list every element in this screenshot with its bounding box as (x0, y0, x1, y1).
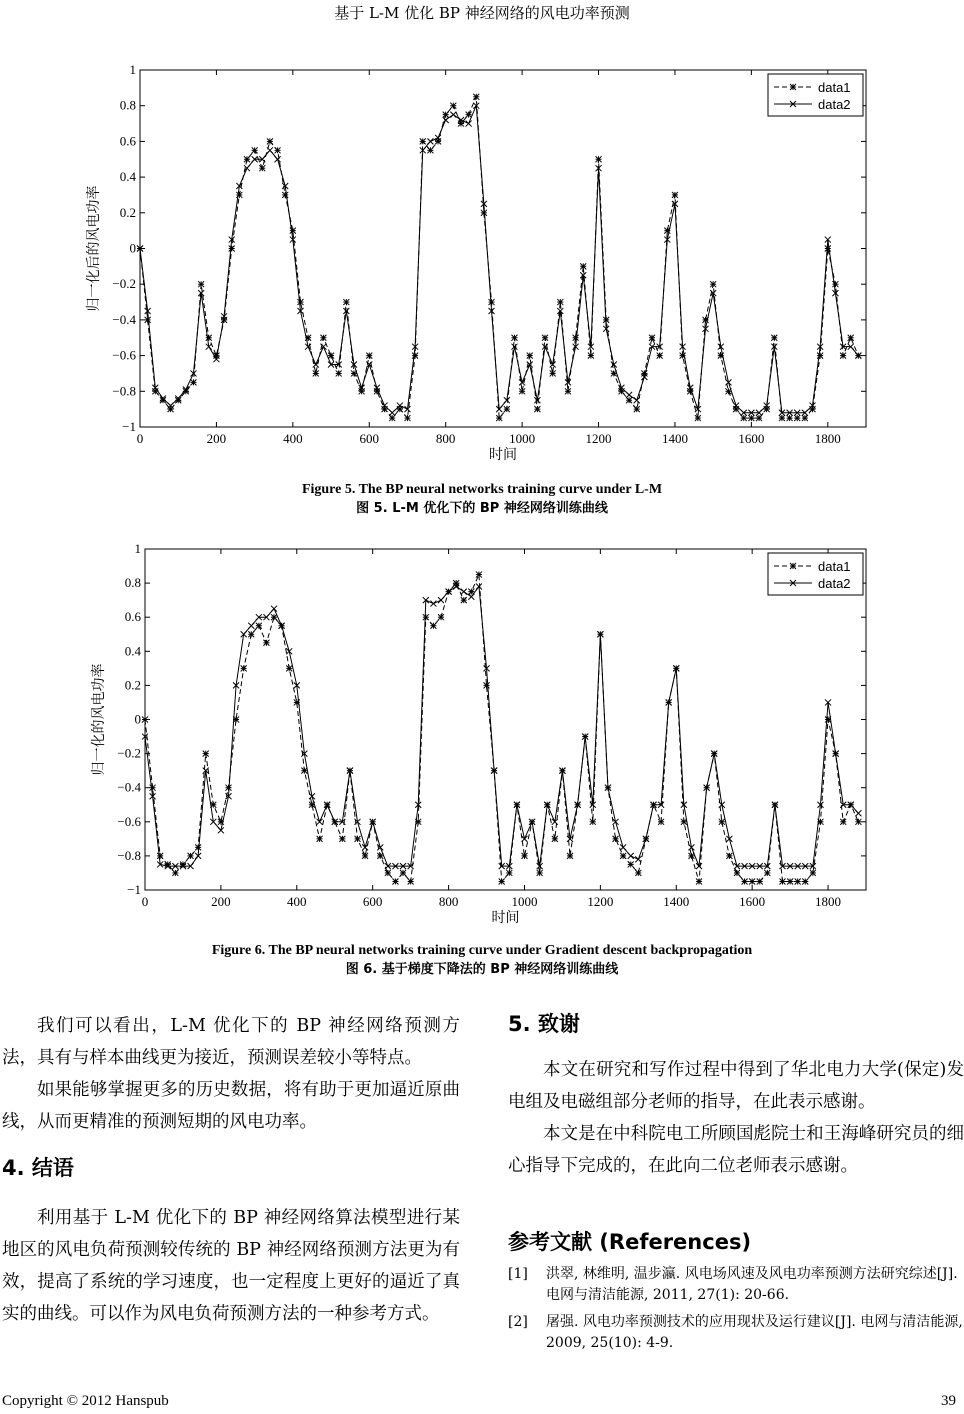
paragraph: 本文在研究和写作过程中得到了华北电力大学(保定)发电组及电磁组部分老师的指导，在此表示感谢。 (508, 1060, 964, 1112)
data-point-data1 (795, 878, 801, 884)
data-point-data1 (794, 415, 800, 421)
data-point-data1 (259, 165, 265, 171)
data-point-data1 (810, 870, 816, 876)
data-point-data2 (468, 594, 474, 600)
data-point-data1 (473, 94, 479, 100)
data-point-data1 (672, 192, 678, 198)
x-axis-label: 时间 (489, 447, 517, 463)
x-tick-label: 1000 (509, 431, 536, 446)
data-point-data1 (726, 853, 732, 859)
data-point-data1 (802, 415, 808, 421)
figure-5-chart (0, 55, 964, 475)
data-point-data2 (275, 156, 281, 162)
data-point-data1 (634, 406, 640, 412)
section-4-heading: 4. 结语 (2, 1156, 74, 1180)
x-tick-label: 400 (283, 431, 303, 446)
legend-label: data1 (818, 80, 851, 95)
data-point-data1 (256, 623, 262, 629)
data-point-data1 (236, 192, 242, 198)
y-tick-label: −0.8 (117, 847, 141, 863)
data-point-data1 (362, 853, 368, 859)
figure-6 (0, 535, 964, 985)
data-point-data1 (248, 631, 254, 637)
data-point-data1 (840, 819, 846, 825)
page-number: 39 (941, 1393, 956, 1409)
y-tick-label: 0.8 (119, 97, 136, 113)
data-point-data1 (590, 819, 596, 825)
references-heading: 参考文献 (References) (508, 1230, 752, 1254)
data-point-data1 (271, 614, 277, 620)
right-column (508, 1008, 964, 1354)
data-point-data2 (461, 589, 467, 595)
y-tick-label: 0 (134, 711, 141, 727)
series-line-data2 (140, 106, 858, 413)
y-tick-label: −1 (122, 419, 136, 434)
data-point-data1 (206, 335, 212, 341)
data-point-data1 (681, 819, 687, 825)
data-point-data1 (741, 415, 747, 421)
x-axis-label: 时间 (491, 910, 520, 926)
data-point-data2 (389, 410, 395, 416)
data-point-data2 (438, 597, 444, 603)
data-point-data1 (749, 878, 755, 884)
y-tick-label: 0.4 (124, 643, 141, 659)
data-point-data1 (366, 353, 372, 359)
data-point-data2 (317, 819, 323, 825)
data-point-data1 (519, 388, 525, 394)
data-point-data2 (427, 138, 433, 144)
y-tick-label: 1 (134, 541, 141, 556)
data-point-data2 (626, 392, 632, 398)
data-point-data1 (695, 415, 701, 421)
series-line-data1 (145, 575, 858, 882)
y-tick-label: −0.6 (112, 347, 136, 363)
copyright: Copyright © 2012 Hanspub (2, 1393, 169, 1409)
y-tick-label: 0 (129, 240, 136, 256)
data-point-data1 (626, 397, 632, 403)
data-point-data1 (573, 335, 579, 341)
data-point-data1 (657, 353, 663, 359)
data-point-data1 (317, 836, 323, 842)
data-point-data1 (550, 370, 556, 376)
data-point-data1 (420, 138, 426, 144)
data-point-data1 (244, 156, 250, 162)
data-point-data1 (313, 370, 319, 376)
y-tick-label: −0.2 (117, 745, 141, 761)
data-point-data1 (499, 878, 505, 884)
data-point-data1 (565, 388, 571, 394)
running-head: 基于 L-M 优化 BP 神经网络的风电功率预测 (334, 4, 630, 22)
x-tick-label: 1200 (585, 431, 612, 446)
data-point-data1 (423, 614, 429, 620)
x-tick-label: 600 (362, 894, 383, 909)
figure-6-chart (0, 535, 964, 935)
data-point-data1 (756, 415, 762, 421)
data-point-data1 (787, 415, 793, 421)
plot-frame (140, 70, 866, 427)
data-point-data1 (802, 878, 808, 884)
data-point-data1 (355, 836, 361, 842)
legend-label: data2 (818, 97, 851, 112)
data-point-data1 (855, 819, 861, 825)
data-point-data1 (282, 192, 288, 198)
figure-6-caption-cn: 图 6. 基于梯度下降法的 BP 神经网络训练曲线 (345, 962, 619, 977)
data-point-data1 (389, 415, 395, 421)
data-point-data1 (286, 665, 292, 671)
data-point-data1 (339, 836, 345, 842)
data-point-data1 (588, 353, 594, 359)
data-point-data1 (328, 353, 334, 359)
y-tick-label: 0.4 (119, 169, 136, 185)
data-point-data2 (855, 810, 861, 816)
reference-list (508, 1264, 964, 1354)
data-point-data2 (267, 147, 273, 153)
x-tick-label: 1400 (661, 431, 688, 446)
y-tick-label: 0.8 (124, 575, 141, 591)
data-point-data1 (658, 819, 664, 825)
data-point-data1 (438, 614, 444, 620)
data-point-data2 (634, 397, 640, 403)
y-tick-label: 0.6 (124, 609, 141, 625)
data-point-data1 (542, 335, 548, 341)
data-point-data1 (557, 299, 563, 305)
data-point-data1 (157, 853, 163, 859)
data-point-data1 (596, 156, 602, 162)
y-tick-label: 0.2 (119, 204, 136, 220)
x-tick-label: 1000 (511, 894, 538, 909)
data-point-data1 (275, 147, 281, 153)
data-point-data1 (408, 878, 414, 884)
legend-label: data1 (818, 559, 851, 574)
y-axis-label: 归一化后的风电功率 (86, 185, 102, 312)
data-point-data1 (385, 870, 391, 876)
data-point-data2 (466, 121, 472, 127)
x-tick-label: 400 (287, 894, 307, 909)
paragraph: 利用基于 L-M 优化下的 BP 神经网络算法模型进行某地区的风电负荷预测较传统的 BP 神经网络预测方法更为有效，提高了系统的学习速度，也一定程度上更好的逼近了真实的曲线。可以作为风电负荷预测方法的一种参考方式。 (2, 1208, 460, 1324)
figure-5 (0, 55, 964, 515)
data-point-data1 (719, 819, 725, 825)
data-point-data1 (748, 415, 754, 421)
data-point-data1 (263, 640, 269, 646)
data-point-data1 (534, 406, 540, 412)
x-tick-label: 1200 (587, 894, 614, 909)
x-tick-label: 0 (141, 894, 149, 909)
plot-frame (145, 549, 866, 890)
data-point-data1 (241, 665, 247, 671)
data-point-data1 (443, 112, 449, 118)
data-point-data1 (404, 415, 410, 421)
data-point-data2 (248, 623, 254, 629)
data-point-data2 (628, 853, 634, 859)
x-tick-label: 0 (136, 431, 144, 446)
x-tick-label: 200 (206, 431, 227, 446)
data-point-data1 (461, 597, 467, 603)
left-column (2, 1010, 460, 1330)
legend (768, 553, 863, 595)
data-point-data1 (552, 836, 558, 842)
y-tick-label: −0.4 (117, 779, 141, 795)
data-point-data2 (313, 362, 319, 368)
data-point-data2 (450, 112, 456, 118)
data-point-data1 (476, 572, 482, 578)
reference-text: 洪翠, 林维明, 温步瀛. 风电场风速及风电功率预测方法研究综述[J]. 电网与清洁能源, 2011, 27(1): 20-66. (546, 1266, 958, 1303)
data-point-data1 (628, 861, 634, 867)
data-point-data1 (484, 682, 490, 688)
x-tick-label: 200 (211, 894, 231, 909)
data-point-data2 (430, 601, 436, 607)
x-tick-label: 800 (435, 431, 456, 446)
data-point-data1 (613, 836, 619, 842)
series-line-data2 (145, 587, 858, 867)
x-tick-label: 600 (359, 431, 380, 446)
data-point-data1 (229, 246, 235, 252)
paragraph: 本文是在中科院电工所顾国彪院士和王海峰研究员的细心指导下完成的，在此向二位老师表示感谢。 (508, 1124, 964, 1176)
data-point-data1 (649, 335, 655, 341)
data-point-data1 (832, 281, 838, 287)
data-point-data1 (496, 415, 502, 421)
data-point-data1 (145, 317, 151, 323)
reference-number: [2] (508, 1314, 528, 1330)
data-point-data1 (742, 878, 748, 884)
data-point-data1 (710, 281, 716, 287)
data-point-data1 (580, 263, 586, 269)
data-point-data1 (267, 138, 273, 144)
y-tick-label: −0.4 (112, 311, 136, 327)
data-point-data1 (195, 844, 201, 850)
data-point-data1 (203, 751, 209, 757)
data-point-data1 (392, 878, 398, 884)
data-point-data1 (297, 299, 303, 305)
data-point-data1 (521, 853, 527, 859)
data-point-data1 (757, 878, 763, 884)
data-point-data1 (450, 103, 456, 109)
data-point-data1 (290, 228, 296, 234)
data-point-data1 (466, 112, 472, 118)
series-line-data1 (140, 97, 858, 418)
data-point-data1 (567, 853, 573, 859)
data-point-data1 (764, 870, 770, 876)
data-point-data2 (635, 856, 641, 862)
data-point-data1 (696, 878, 702, 884)
data-point-data1 (840, 353, 846, 359)
data-point-data1 (504, 406, 510, 412)
reference-item (508, 1264, 964, 1306)
figure-5-caption-cn: 图 5. L-M 优化下的 BP 神经网络训练曲线 (356, 501, 608, 516)
data-point-data2 (620, 844, 626, 850)
figure-5-caption-en: Figure 5. The BP neural networks training curve under L-M (301, 482, 663, 497)
data-point-data1 (172, 870, 178, 876)
section-5-heading: 5. 致谢 (508, 1012, 580, 1036)
x-tick-label: 1800 (815, 894, 842, 909)
data-point-data1 (453, 580, 459, 586)
x-tick-label: 1800 (814, 431, 841, 446)
data-point-data1 (343, 299, 349, 305)
data-point-data1 (150, 785, 156, 791)
x-tick-label: 1600 (739, 894, 766, 909)
data-point-data1 (635, 870, 641, 876)
data-point-data1 (198, 281, 204, 287)
data-point-data1 (400, 870, 406, 876)
data-point-data1 (780, 878, 786, 884)
y-tick-label: 0.6 (119, 133, 136, 149)
data-point-data1 (506, 870, 512, 876)
data-point-data1 (301, 768, 307, 774)
data-point-data2 (443, 117, 449, 123)
data-point-data1 (430, 623, 436, 629)
x-tick-label: 1600 (738, 431, 765, 446)
y-tick-label: −0.6 (117, 813, 141, 829)
paragraph: 如果能够掌握更多的历史数据，将有助于更加逼近原曲线，从而更精准的预测短期的风电功率。 (2, 1080, 460, 1132)
data-point-data1 (190, 379, 196, 385)
data-point-data1 (787, 878, 793, 884)
data-point-data1 (537, 870, 543, 876)
data-point-data1 (252, 147, 258, 153)
data-point-data1 (511, 335, 517, 341)
reference-text: 屠强. 风电功率预测技术的应用现状及运行建议[J]. 电网与清洁能源, 2009, 25(10): 4-9. (546, 1314, 963, 1351)
y-tick-label: −0.2 (112, 276, 136, 292)
data-point-data1 (142, 717, 148, 723)
y-tick-label: 0.2 (124, 677, 141, 693)
y-tick-label: 1 (129, 62, 136, 77)
reference-item (508, 1312, 964, 1354)
data-point-data1 (412, 353, 418, 359)
data-point-data1 (620, 853, 626, 859)
y-tick-label: −0.8 (112, 383, 136, 399)
data-point-data1 (734, 870, 740, 876)
data-point-data1 (527, 353, 533, 359)
x-tick-label: 1400 (663, 894, 690, 909)
data-point-data1 (427, 147, 433, 153)
y-axis-label: 归一化的风电功率 (91, 663, 107, 776)
paragraph: 我们可以看出，L-M 优化下的 BP 神经网络预测方法，具有与样本曲线更为接近，预测误差较小等特点。 (2, 1016, 460, 1068)
data-point-data1 (188, 853, 194, 859)
data-point-data1 (320, 335, 326, 341)
reference-number: [1] (508, 1266, 528, 1282)
data-point-data1 (817, 353, 823, 359)
data-point-data1 (336, 370, 342, 376)
data-point-data1 (771, 335, 777, 341)
figure-6-caption-en: Figure 6. The BP neural networks training curve under Gradient descent backpropagation (211, 943, 753, 958)
data-point-data2 (362, 844, 368, 850)
legend (768, 74, 863, 116)
legend-label: data2 (818, 576, 851, 591)
data-point-data1 (779, 415, 785, 421)
data-point-data2 (271, 606, 277, 612)
y-tick-label: −1 (127, 882, 141, 897)
x-tick-label: 800 (438, 894, 459, 909)
data-point-data1 (848, 335, 854, 341)
